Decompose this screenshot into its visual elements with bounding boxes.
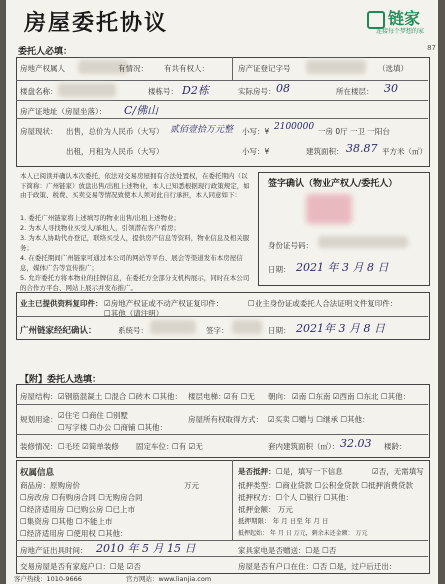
inner-area-value: 32.03 bbox=[340, 437, 372, 450]
sale-small-label: 小写：¥ bbox=[242, 127, 270, 136]
divider bbox=[232, 460, 233, 540]
divider bbox=[16, 556, 428, 557]
address-value: C/佛山 bbox=[124, 104, 159, 117]
floor-value: 30 bbox=[384, 82, 398, 95]
official-website: 官方网站：www.lianjia.com bbox=[126, 575, 212, 583]
mortgage-period: 抵押期限： 年 月 日至 年 月 日 bbox=[238, 517, 329, 525]
orientation-label: 朝向： bbox=[268, 392, 291, 401]
parking-options: ☐有 ☑无 bbox=[172, 442, 203, 451]
usage-options: ☑住宅 ☐商住 ☐别墅 bbox=[58, 411, 128, 420]
coowner-label: 有共有权人： bbox=[164, 64, 209, 73]
acquisition-label: 房屋所有权取得方式： bbox=[188, 415, 263, 424]
agent-date-value: 2021年 3 月 8 日 bbox=[296, 322, 385, 335]
address-label: 房产证地址（房屋坐落）： bbox=[20, 107, 107, 116]
usage-label: 规划用途： bbox=[20, 415, 58, 424]
footer bbox=[6, 574, 438, 584]
redacted-signature bbox=[306, 194, 352, 224]
mortgage-amount: 抵押金额： 万元 bbox=[238, 505, 293, 514]
estate-name-label: 楼盘名称： bbox=[20, 87, 58, 96]
term-3: 3. 为本人协助代办登记，联络买受人，提供房产信息等资料，物业信息及相关服务； bbox=[20, 234, 250, 252]
document-title: 房屋委托协议 bbox=[24, 11, 169, 36]
area-value: 38.87 bbox=[346, 142, 378, 155]
sign-date-value: 2021 年 3 月 8 日 bbox=[296, 261, 389, 274]
layout-label: 一房 0厅 一卫 一阳台 bbox=[318, 127, 390, 136]
client-section-title: 委托人必填： bbox=[18, 47, 73, 57]
deed-copy-option: ☑房地产权证或不动产权证复印件： bbox=[104, 299, 224, 308]
intro-paragraph: 本人已阅读并确认本次委托，依法对交易房屋拥有合法处置权，在委托期内（以下简称：广州链家）放盘出售/出租上述物业，本人已知悉根据现行政策规定，如由于政策、税费、买卖交易等情况致使本人须对此自行承担，本人同意如下： bbox=[20, 172, 250, 199]
term-1: 1. 委托广州链家将上述填写的物业出售/出租上述物业； bbox=[20, 214, 180, 222]
signature-title: 签字确认（物业产权人/委托人） bbox=[268, 179, 398, 189]
divider bbox=[232, 57, 233, 80]
divider bbox=[16, 316, 428, 317]
term-4: 4. 在委托期间广州链家可通过本公司的网站等平台、展会等渠道发布本房屋信息，媒体广告等宣传推广； bbox=[20, 254, 243, 272]
other-docs-option: ☐其他（请注明） bbox=[104, 309, 164, 318]
resident-registration: 房屋是否有户口在住：☐否 ☐是，过户后迁出： bbox=[238, 562, 397, 571]
floor-label: 所在楼层： bbox=[336, 87, 374, 96]
household-registration: 交易房屋是否有家庭户口：☐是 ☑否 bbox=[20, 562, 141, 571]
area-label: 建筑面积： bbox=[306, 147, 344, 156]
orientation-options: ☑南 ☐东南 ☑西南 ☐东北 ☐其他： bbox=[292, 392, 411, 401]
rights-line-1-unit: 万元 bbox=[184, 481, 199, 490]
divider bbox=[16, 80, 428, 81]
rent-label: 出租，月租为人民币（大写） bbox=[66, 147, 164, 156]
mortgage-label: 是否抵押： bbox=[238, 467, 276, 476]
mortgage-start: 抵押起始： 年 月 日 万元，剩余未还金额： 万元 bbox=[238, 530, 368, 537]
decoration-label: 装修情况： bbox=[20, 442, 58, 451]
deed-issue-label: 房地产证出具时间： bbox=[20, 546, 88, 555]
term-2: 2. 为本人寻找物业买受人/承租人，引领潜在客户看房； bbox=[20, 224, 180, 232]
rights-line-5: ☐经济适用房 ☐使用权 ☐其他： bbox=[20, 529, 128, 538]
logo-text: 链家 bbox=[387, 9, 420, 28]
document-header bbox=[6, 0, 438, 38]
room-value: 08 bbox=[276, 82, 290, 95]
id-copy-option: ☐业主身份证或委托人合法证明文件复印件： bbox=[248, 299, 398, 308]
mortgage-type: 抵押类型：☐商业贷款 ☐公积金贷款 ☐抵押消费贷款 bbox=[238, 481, 413, 490]
rights-title: 权属信息 bbox=[20, 468, 55, 478]
sale-price-label: 出售，总价为人民币（大写） bbox=[66, 127, 164, 136]
divider bbox=[16, 540, 428, 541]
logo-slogan: 连接每个梦想的家 bbox=[375, 28, 424, 35]
appendix-title: 【附】委托人选填： bbox=[20, 375, 102, 385]
system-no-label: 系统号： bbox=[118, 326, 148, 335]
mortgage-no: ☑否，无需填写 bbox=[372, 467, 424, 476]
parking-label: 固定车位： bbox=[136, 442, 174, 451]
customer-hotline: 客户热线：1010-9666 bbox=[14, 575, 82, 583]
rights-line-1: 商品房：原购房价 bbox=[20, 481, 80, 490]
divider bbox=[16, 404, 428, 405]
acquisition-options: ☑买卖 ☐赠与 ☐继承 ☐其他： bbox=[268, 415, 370, 424]
deed-issue-date: 2010 年 5 月 15 日 bbox=[96, 542, 196, 555]
id-label: 身份证号码： bbox=[268, 241, 313, 250]
agent-date-label: 日期： bbox=[268, 326, 291, 335]
term-5: 5. 允许委托方将本物业的挂牌信息，在委托方全部分支机构展示，同时在本公司的合作方平台、网站上展示并发布推广。 bbox=[20, 274, 250, 292]
elevator-options: ☑有 ☐无 bbox=[224, 392, 255, 401]
decoration-options: ☐毛坯 ☑简单装修 bbox=[58, 442, 119, 451]
redacted-cert bbox=[306, 60, 366, 74]
inner-area-label: 套内建筑面积（㎡）： bbox=[268, 442, 340, 451]
optional-note: （选填） bbox=[378, 64, 408, 73]
rights-line-2: ☐房改房 ☐有购房合同 ☐无购房合同 bbox=[20, 493, 143, 502]
redacted-agent-sign bbox=[232, 320, 262, 334]
cert-no-label: 房产证登记字号 bbox=[238, 64, 291, 73]
elevator-label: 楼层电梯： bbox=[188, 392, 226, 401]
status-label: 有情况： bbox=[118, 64, 148, 73]
mortgagee: 抵押权方：☐个人 ☐银行 ☐其他： bbox=[238, 493, 353, 502]
rent-small-label: 小写：¥ bbox=[242, 147, 270, 156]
owner-label: 房地产权属人 bbox=[20, 64, 65, 73]
divider bbox=[16, 100, 428, 101]
sale-price-words: 贰佰壹拾万元整 bbox=[170, 125, 234, 135]
status-row-label: 房屋现状： bbox=[20, 127, 58, 136]
structure-label: 房屋结构： bbox=[20, 392, 58, 401]
redacted-system-no bbox=[150, 320, 196, 334]
building-age-label: 楼龄： bbox=[384, 442, 407, 451]
rights-line-4: ☐集资房 ☐其他 ☐不能上市 bbox=[20, 517, 113, 526]
redacted-id bbox=[318, 236, 408, 248]
document-page bbox=[6, 0, 438, 584]
usage-options-2: ☐写字楼 ☐办公 ☐商铺 ☐其他： bbox=[58, 423, 168, 432]
provided-docs-label: 业主已提供资料复印件： bbox=[20, 299, 103, 308]
building-value: D2栋 bbox=[182, 84, 209, 97]
area-unit: 平方米（㎡） bbox=[382, 147, 427, 156]
sign-date-label: 日期： bbox=[268, 265, 291, 274]
structure-options: ☑钢筋混凝土 ☐混合 ☐砖木 ☐其他： bbox=[58, 392, 183, 401]
divider bbox=[16, 118, 428, 119]
agent-sign-label: 签字： bbox=[206, 326, 229, 335]
mortgage-yes: ☐是，填写一下信息 bbox=[276, 467, 343, 476]
furniture-gift: 家具家电是否赠送：☐是 ☐否 bbox=[238, 546, 337, 555]
agent-confirm-title: 广州链家经纪确认： bbox=[20, 326, 97, 336]
building-label: 楼栋号： bbox=[148, 87, 178, 96]
sale-price-number: 2100000 bbox=[274, 122, 315, 132]
rights-line-3: ☐经济适用房 ☐已购公房 ☐已上市 bbox=[20, 505, 135, 514]
room-label: 实际房号： bbox=[238, 87, 276, 96]
divider bbox=[16, 434, 428, 435]
page-number: 87 bbox=[427, 44, 436, 52]
redacted-estate bbox=[58, 83, 116, 97]
